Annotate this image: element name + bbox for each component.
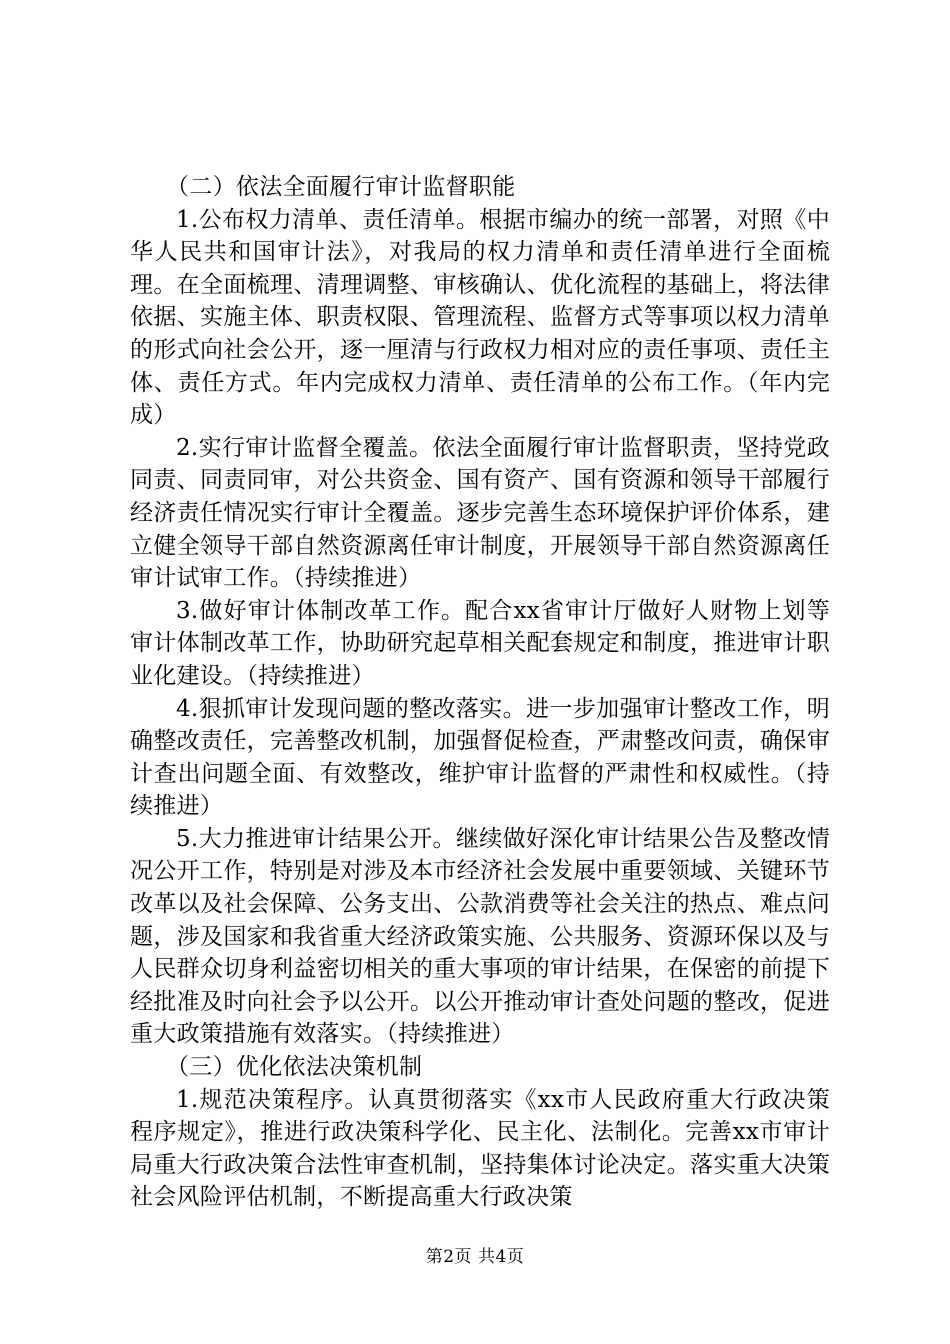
paragraph-item-5: 5.大力推进审计结果公开。继续做好深化审计结果公告及整改情况公开工作，特别是对涉及本市经济社会发展中重要领域、关键环节改革以及社会保障、公务支出、公款消费等社会关注的热点、难点问题，涉及国家和我省重大经济政策实施、公共服务、资源环保以及与人民群众切身利益密切相关的重大事项的审计结果，在保密的前提下经批准及时向社会予以公开。以公开推动审计查处问题的整改，促进重大政策措施有效落实。（持续推进） <box>130 825 830 1048</box>
paragraph-item-4: 4.狠抓审计发现问题的整改落实。进一步加强审计整改工作，明确整改责任，完善整改机制，加强督促检查，严肃整改问责，确保审计查出问题全面、有效整改，维护审计监督的严肃性和权威性。（持续推进） <box>130 695 830 820</box>
paragraph-item-2: 2.实行审计监督全覆盖。依法全面履行审计监督职责，坚持党政同责、同责同审，对公共资金、国有资产、国有资源和领导干部履行经济责任情况实行审计全覆盖。逐步完善生态环境保护评价体系，建立健全领导干部自然资源离任审计制度，开展领导干部自然资源离任审计试审工作。（持续推进） <box>130 434 830 592</box>
document-body <box>130 171 830 1214</box>
paragraph-item-3-1: 1.规范决策程序。认真贯彻落实《xx市人民政府重大行政决策程序规定》，推进行政决策科学化、民主化、法制化。完善xx市审计局重大行政决策合法性审查机制，坚持集体讨论决定。落实重大决策社会风险评估机制，不断提高重大行政决策 <box>130 1086 830 1211</box>
page-number-footer: 第2页 共4页 <box>425 1247 525 1267</box>
section-heading-3: （三）优化依法决策机制 <box>166 1054 423 1081</box>
paragraph-item-1: 1.公布权力清单、责任清单。根据市编办的统一部署，对照《中华人民共和国审计法》，对我局的权力清单和责任清单进行全面梳理。在全面梳理、清理调整、审核确认、优化流程的基础上，将法律依据、实施主体、职责权限、管理流程、监督方式等事项以权力清单的形式向社会公开，逐一厘清与行政权力相对应的责任事项、责任主体、责任方式。年内完成权力清单、责任清单的公布工作。（年内完成） <box>130 206 830 429</box>
section-heading-2: （二）依法全面履行审计监督职能 <box>166 174 516 200</box>
paragraph-item-3: 3.做好审计体制改革工作。配合xx省审计厅做好人财物上划等审计体制改革工作，协助研究起草相关配套规定和制度，推进审计职业化建设。（持续推进） <box>130 597 830 689</box>
